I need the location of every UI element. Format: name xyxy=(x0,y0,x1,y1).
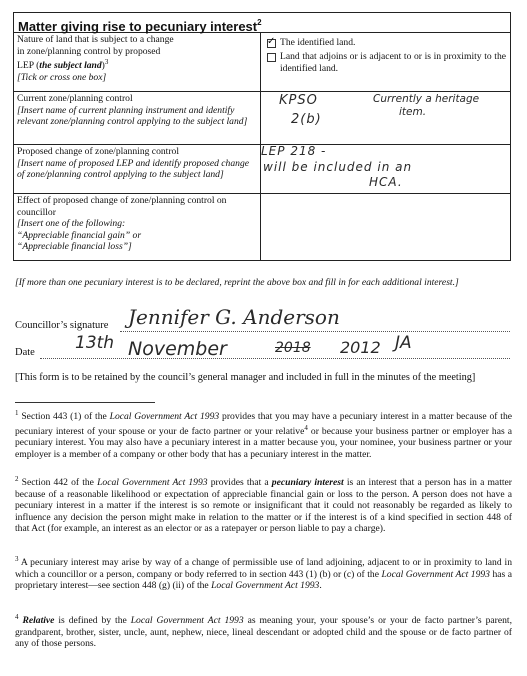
fn-text: has a proprietary interest—see section 448 (g) (ii) of the xyxy=(15,568,513,592)
date-line[interactable] xyxy=(40,358,510,359)
fn-text: A pecuniary interest may arise by way of a change of permissible use of land adjoining, adjacent to or in proximity to land in which a councillor or a person, company or body referred to in section 443 (1) (b) or (c) of the xyxy=(15,557,512,580)
fn-act-name: Local Government Act 1993 xyxy=(381,568,490,580)
footnote-number: 4 xyxy=(15,613,19,621)
footnote-number: 1 xyxy=(15,409,19,417)
checkbox-identified-land[interactable] xyxy=(267,39,276,48)
handwritten-lep218: LEP 218 - xyxy=(261,144,327,158)
label-heading: Current zone/planning control xyxy=(17,93,133,104)
pecuniary-interest-table xyxy=(13,12,511,261)
label-instruction-2: “Appreciable financial gain” or xyxy=(17,229,142,241)
checkbox-adjoining-land[interactable] xyxy=(267,53,276,62)
fn-text: provides that a xyxy=(207,477,272,488)
row-effect xyxy=(14,194,510,260)
label-cell xyxy=(14,194,261,260)
fn-act-name: Local Government Act 1993 xyxy=(97,477,208,488)
label-instruction: [Insert name of proposed LEP and identify proposed change of zone/planning control applying to the subject land] xyxy=(17,157,250,180)
label-heading: Proposed change of zone/planning control xyxy=(17,146,179,157)
value-cell xyxy=(261,33,510,91)
label-line-1: Nature of land that is subject to a change xyxy=(17,34,174,45)
date-label: Date xyxy=(15,347,35,358)
label-line-2: in zone/planning control by proposed xyxy=(17,45,161,57)
fn-text: Section 442 of the xyxy=(21,477,98,488)
fn-defined-term: pecuniary interest xyxy=(271,477,344,488)
handwritten-heritage: Currently a heritage xyxy=(373,93,480,105)
handwritten-2b: 2(b) xyxy=(291,112,322,127)
label-cell xyxy=(14,33,261,91)
fn-text: is an interest that a person has in a matter because of a reasonable likelihood or expectation of appreciable financial gain or loss to the person. A person does not have a pecuniary interest in a matter if the interest is so remote or insignificant that it could not reasonably be regarded as likely to influence any decision the person might make in relation to the matter or if the interest is of a kind specified in section 448 of that Act (for example, an interest as an elector or as a ratepayer or person liable to pay a charge). xyxy=(15,477,512,535)
signature-label: Councillor’s signature xyxy=(15,320,109,331)
handwritten-year: 2012 xyxy=(340,338,381,357)
label-instruction: [Tick or cross one box] xyxy=(17,71,107,83)
label-instruction-3: “Appreciable financial loss”] xyxy=(17,241,132,252)
title-footnote-ref: 2 xyxy=(257,18,262,27)
label-cell xyxy=(14,92,261,144)
footnote-number: 2 xyxy=(15,475,19,483)
value-cell-empty[interactable] xyxy=(261,194,510,260)
retention-note: [This form is to be retained by the council’s general manager and included in full in the minutes of the meeting] xyxy=(15,372,476,383)
lep-suffix: ) xyxy=(101,60,105,71)
lep-prefix: LEP ( xyxy=(17,60,40,71)
fn-act-name: Local Government Act 1993 xyxy=(130,615,244,626)
handwritten-item: item. xyxy=(399,106,427,118)
fn-act-name: Local Government Act 1993 xyxy=(211,580,320,592)
fn-text: or because your business partner or employer has a pecuniary interest. You may also have a pecuniary interest in a matter because you, your nominee, your business partner or your employer is a member of a company or other body that has a pecuniary interest in the matter. xyxy=(15,425,512,460)
fn-text: as meaning your, your spouse’s or your de facto partner’s parent, grandparent, brother, sister, uncle, aunt, nephew, niece, lineal descendant or adopted child and the spouse or de facto partner of any of those persons. xyxy=(15,615,512,650)
footnote-number: 3 xyxy=(15,555,19,563)
label-instruction: [Insert name of current planning instrument and identify relevant zone/planning control applying to the subject land] xyxy=(17,104,248,127)
fn-text: . xyxy=(319,580,322,592)
option2-label: Land that adjoins or is adjacent to or is in proximity to the identified land. xyxy=(280,51,506,74)
fn-text: is defined by the xyxy=(54,615,131,626)
table-title-text: Matter giving rise to pecuniary interest xyxy=(18,19,258,34)
subject-land-term: the subject land xyxy=(39,60,102,71)
reprint-note: [If more than one pecuniary interest is to be declared, reprint the above box and fill in for each additional interest.] xyxy=(15,277,459,288)
label-heading: Effect of proposed change of zone/planning control on councillor xyxy=(17,195,227,218)
footnote-1 xyxy=(15,408,512,460)
label-cell xyxy=(14,145,261,193)
fn-act-name: Local Government Act 1993 xyxy=(109,411,220,422)
handwritten-hca: HCA. xyxy=(369,175,403,189)
fn-text: Section 443 (1) of the xyxy=(21,411,110,422)
handwritten-signature: Jennifer G. Anderson xyxy=(128,305,340,329)
value-cell xyxy=(261,92,510,144)
footnote-2 xyxy=(15,474,512,535)
fn-text: provides that you may have a pecuniary interest in a matter because of the pecuniary interest of your spouse or your de facto partner or your relative xyxy=(15,411,512,437)
footnote-3 xyxy=(15,554,512,592)
footnote-4 xyxy=(15,612,512,650)
lep-footnote-ref: 3 xyxy=(104,58,109,66)
label-line-lep xyxy=(17,57,257,72)
table-title xyxy=(14,13,510,33)
handwritten-included: will be included in an xyxy=(263,160,413,174)
option1-label: The identified land. xyxy=(280,37,356,48)
handwritten-initials: JA xyxy=(395,333,412,353)
handwritten-month: November xyxy=(128,338,227,360)
fn-ref: 4 xyxy=(304,423,308,432)
row-nature-of-land xyxy=(14,33,510,92)
label-instruction-1: [Insert one of the following: xyxy=(17,218,126,229)
signature-line[interactable] xyxy=(120,331,510,332)
fn-defined-term: Relative xyxy=(22,615,55,626)
option-identified-land[interactable] xyxy=(265,37,506,49)
option-adjoining-land[interactable] xyxy=(265,51,506,75)
footnote-divider xyxy=(15,402,155,403)
row-current-zone xyxy=(14,92,510,145)
value-cell xyxy=(261,145,510,193)
handwritten-day: 13th xyxy=(75,333,115,353)
handwritten-struck-year: 2018 xyxy=(275,340,311,356)
handwritten-kpso: KPSO xyxy=(279,93,318,108)
row-proposed-change xyxy=(14,145,510,194)
